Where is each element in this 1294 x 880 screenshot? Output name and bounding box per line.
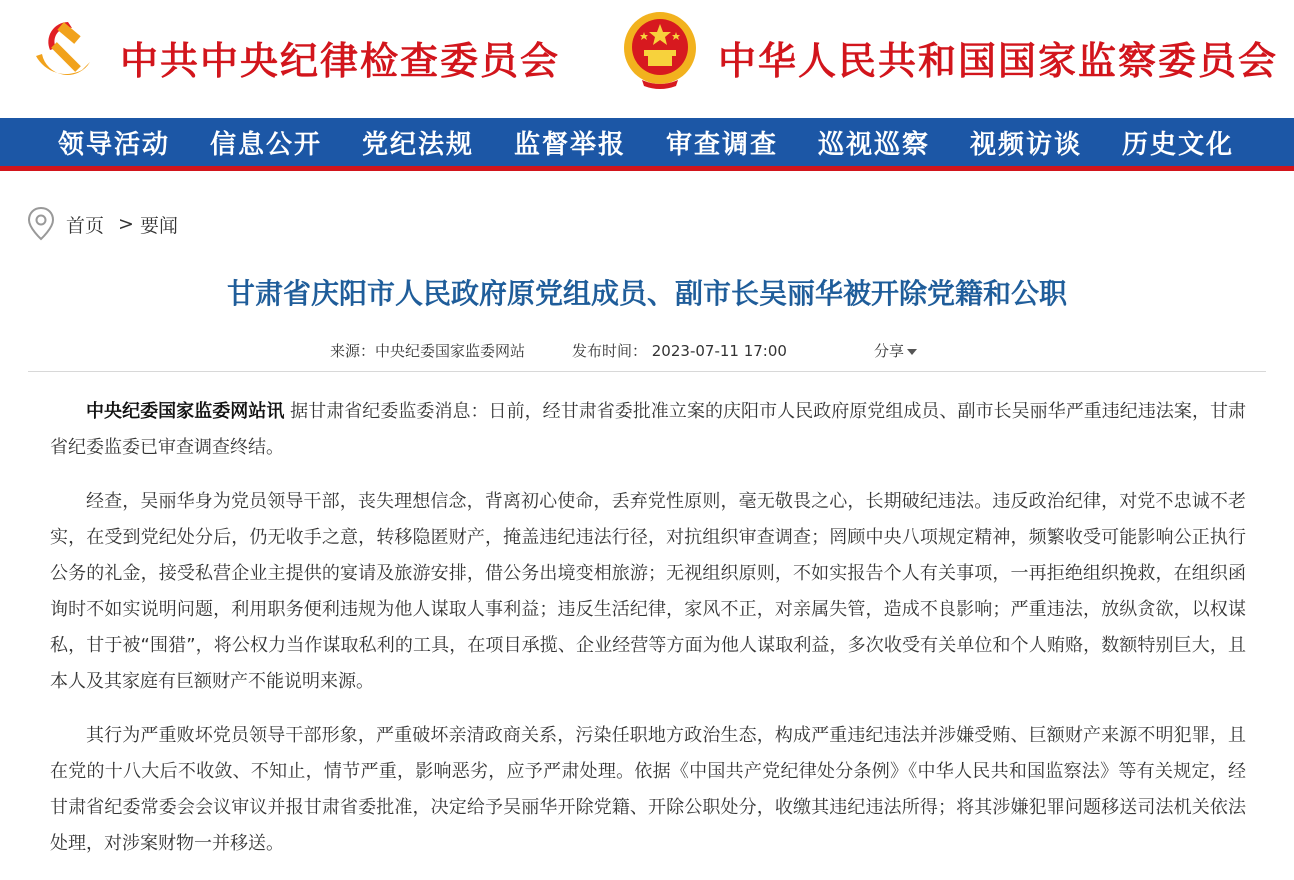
nav-item-history[interactable]: 历史文化 [1122,129,1235,160]
article-lead-source: 中央纪委国家监委网站讯 [86,401,285,422]
caret-down-icon [907,349,917,355]
article-paragraph [50,394,1246,466]
site-header [0,0,1294,118]
article-source: 来源：中央纪委国家监委网站 [330,342,526,360]
share-button[interactable] [874,340,917,361]
breadcrumb [26,206,178,242]
breadcrumb-current-link[interactable]: 要闻 [139,214,178,237]
breadcrumb-separator: > [118,213,134,235]
article-title: 甘肃省庆阳市人民政府原党组成员、副市长吴丽华被开除党籍和公职 [226,277,1067,310]
meta-divider [28,371,1266,372]
nav-item-investigation[interactable]: 审查调查 [666,129,779,160]
nav-item-leadership[interactable]: 领导活动 [58,129,171,160]
article-paragraph: 经查，吴丽华身为党员领导干部，丧失理想信念，背离初心使命，丢弃党性原则，毫无敬畏之心，长期破纪违法。违反政治纪律，对党不忠诚不老实，在受到党纪处分后，仍无收手之意，转移隐匿财产，掩盖违纪违法行径，对抗组织审查调查；罔顾中央八项规定精神，频繁收受可能影响公正执行公务的礼金，接受私营企业主提供的宴请及旅游安排，借公务出境变相旅游；无视组织原则，不如实报告个人有关事项，一再拒绝组织挽救，在组织函询时不如实说明问题，利用职务便利违规为他人谋取人事利益；违反生活纪律，家风不正，对亲属失管，造成不良影响；严重违法，放纵贪欲，以权谋私，甘于被“围猎”，将公权力当作谋取私利的工具，在项目承揽、企业经营等方面为他人谋取利益，多次收受有关单位和个人贿赂，数额特别巨大，且本人及其家庭有巨额财产不能说明来源。 [50,491,1246,692]
nav-item-inspection[interactable]: 巡视巡察 [818,129,931,160]
nav-item-supervision[interactable]: 监督举报 [514,129,627,160]
main-nav [0,118,1294,171]
hammer-sickle-icon[interactable] [28,10,104,86]
party-commission-title[interactable]: 中共中央纪律检查委员会 [120,38,561,83]
nav-item-disclosure[interactable]: 信息公开 [210,129,323,160]
article-body [50,394,1246,880]
article-lead-text: 据甘肃省纪委监委消息：日前，经甘肃省委批准立案的庆阳市人民政府原党组成员、副市长吴丽华严重违纪违法案，甘肃省纪委监委已审查调查终结。 [50,401,1247,458]
state-commission-title[interactable]: 中华人民共和国国家监察委员会 [718,38,1279,83]
nav-item-video[interactable]: 视频访谈 [970,129,1083,160]
article-paragraph: 其行为严重败坏党员领导干部形象，严重破坏亲清政商关系，污染任职地方政治生态，构成严重违纪违法并涉嫌受贿、巨额财产来源不明犯罪，且在党的十八大后不收敛、不知止，情节严重，影响恶劣，应予严肃处理。依据《中国共产党纪律处分条例》《中华人民共和国监察法》等有关规定，经甘肃省纪委常委会会议审议并报甘肃省委批准，决定给予吴丽华开除党籍、开除公职处分，收缴其违纪违法所得；将其涉嫌犯罪问题移送司法机关依法处理，对涉案财物一并移送。 [50,725,1246,854]
share-label: 分享 [874,342,905,360]
breadcrumb-home-link[interactable]: 首页 [66,214,105,237]
article-publish-time: 发布时间： 2023-07-11 17:00 [572,342,787,360]
national-emblem-icon[interactable] [622,10,698,90]
nav-item-regulations[interactable]: 党纪法规 [362,129,475,160]
location-pin-icon [26,206,56,242]
